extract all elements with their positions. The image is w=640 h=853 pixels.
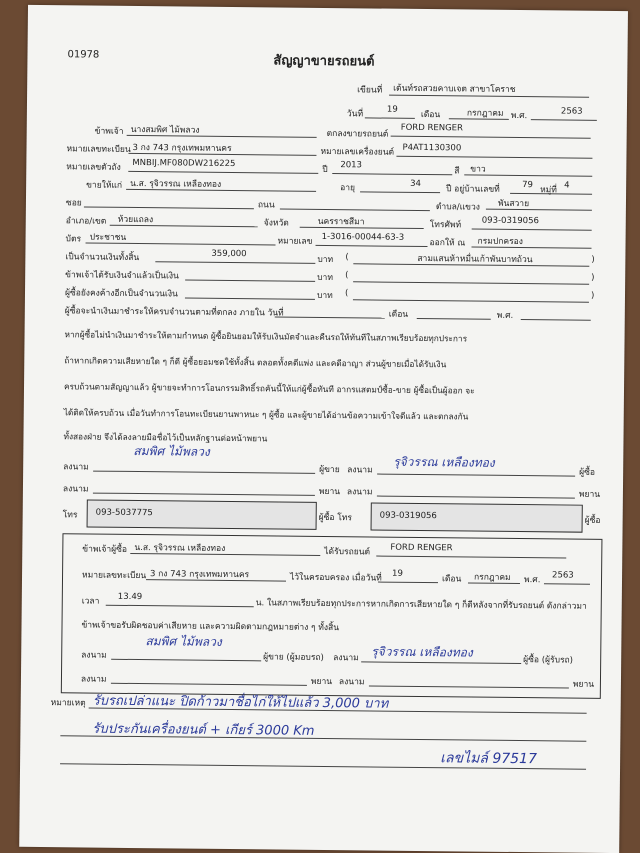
receipt-buyer-signature: รุจิวรรณ เหลืองทอง	[371, 644, 473, 660]
house-no-value: 79	[522, 180, 534, 191]
moo-label: หมู่ที่	[540, 185, 557, 196]
paid-label: ข้าพเจ้าได้รับเงินจำแล้วเป็นเงิน	[65, 270, 179, 282]
seller-guarantee-label: ผู้ขาย (ผู้มอบรถ)	[263, 652, 324, 663]
buyer-label: ผู้ซื้อ	[584, 515, 601, 526]
remark-line-2: รับประกันเครื่องยนต์ + เกียร์ 3000 Km	[92, 721, 315, 739]
written-at-label: เขียนที่	[357, 85, 383, 96]
date-label: วันที่	[346, 109, 364, 120]
total-baht: บาท	[317, 254, 334, 266]
engine-value: P4AT1130300	[402, 142, 462, 154]
seller-signature: สมพิศ ไม้พลวง	[133, 443, 210, 459]
reg-value: 3 กง 743 กรุงเทพมหานคร	[132, 142, 232, 154]
district-label: อำเภอ/เขต	[65, 216, 107, 227]
buyer-receiver-label: ผู้ซื้อ (ผู้รับรถ)	[523, 655, 574, 666]
seller-phone: 093-5037775	[95, 507, 153, 519]
paid-baht: บาท	[317, 272, 334, 284]
chassis-value: MNBIJ.MF080DW216225	[132, 157, 236, 170]
written-at-value: เต้นท์รถสวยคาบเจต สาขาโคราช	[393, 83, 516, 95]
due-year-label: พ.ศ.	[496, 310, 514, 321]
phone-label: โทร	[62, 510, 78, 521]
owner-value: นางสมพิศ ไม้พลวง	[130, 124, 200, 136]
possession-year: 2563	[552, 570, 574, 581]
brand-value: FORD RENGER	[400, 122, 464, 134]
road-label: ถนน	[257, 200, 275, 211]
sign-label: ลงนาม	[338, 677, 365, 688]
phone-value: 093-0319056	[481, 215, 539, 227]
remark-label: หมายเหตุ	[50, 698, 86, 709]
buyer-phone: 093-0319056	[379, 510, 437, 522]
card-no-value: 1-3016-00044-63-3	[321, 231, 405, 243]
buyer-phone-label: ผู้ซื้อ โทร	[318, 512, 353, 524]
due-month-label: เดือน	[388, 309, 409, 320]
subdistrict-label: ตำบล/แขวง	[435, 202, 480, 213]
liability-text: ข้าพเจ้าขอรับผิดชอบค่าเสียหาย และความผิดตามกฎหมายต่าง ๆ ทั้งสิ้น	[81, 620, 340, 634]
sign-label: ลงนาม	[80, 674, 107, 685]
card-no-label: หมายเลข	[277, 236, 313, 247]
page-title: สัญญาขายรถยนต์	[273, 53, 375, 70]
possession-day: 19	[392, 568, 403, 579]
got-car-value: FORD RENGER	[390, 542, 453, 554]
terms-line: ครบถ้วนตามสัญญาแล้ว ผู้ขายจะทำการโอนกรรมสิทธิ์รถคันนี้ให้แก่ผู้ซื้อทันที อากรแสตมป์ซื้อ-ขาย ผู้ซื้อเป็นผู้ออก จะ	[63, 381, 475, 396]
remain-baht: บาท	[316, 290, 333, 302]
possession-month-label: เดือน	[441, 574, 462, 585]
month-value: กรกฎาคม	[466, 108, 504, 119]
soi-label: ซอย	[65, 198, 82, 209]
document-number: 01978	[67, 49, 100, 61]
issued-value: กรมปกครอง	[477, 236, 523, 248]
issued-label: ออกให้ ณ	[429, 238, 466, 249]
sell-to-value: น.ส. รุจิวรรณ เหลืองทอง	[130, 178, 222, 190]
car-year-label: ปี	[322, 164, 328, 176]
sell-to-label: ขายให้แก่	[86, 180, 123, 191]
moo-value: 4	[564, 180, 570, 191]
address-label: ปี อยู่บ้านเลขที่	[446, 184, 500, 195]
sign-label: ลงนาม	[347, 465, 373, 476]
terms-line: หากผู้ซื้อไม่นำเงินมาชำระให้ตามกำหนด ผู้ซื้อยินยอมให้รับเงินมัดจำและคืนรถให้ทันทีในสภาพเรียบร้อยทุกประการ	[64, 329, 468, 344]
time-label: เวลา	[81, 596, 100, 607]
province-label: จังหวัด	[263, 218, 289, 229]
sign-label: ลงนาม	[81, 650, 107, 661]
color-value: ขาว	[470, 164, 486, 175]
seller-label: ผู้ขาย	[319, 464, 340, 476]
due-label: ผู้ซื้อจะนำเงินมาชำระให้ครบจำนวนตามที่ตกลง ภายใน วันที่	[64, 306, 284, 319]
chassis-label: หมายเลขตัวถัง	[66, 162, 121, 173]
contract-paper: 01978 สัญญาขายรถยนต์ เขียนที่ เต้นท์รถสวยคาบเจต สาขาโคราช วันที่ 19 เดือน กรกฎาคม พ.ศ. 2563 ข้าพเจ้า นางสมพิศ ไม้พลวง ตกลงขายรถยนต์ FORD RENGER หมายเลขทะเบียน 3 กง 743 กรุงเทพมหานคร หมายเลขเครื่องยนต์ P4AT1130300 หมายเลขตัวถัง MNBIJ.MF080DW216225 ปี 2013 สี ขาว ขายให้แก่ น.ส. รุจิวรรณ เหลืองทอง อายุ 34 ปี อยู่บ้านเลขที่ 79 หมู่ที่ 4 ซอย ถนน ตำบล/แขวง พันสวาย อำเภอ/เขต ห้วยแถลง จังหวัด นครราชสีมา โทรศัพท์ 093-0319056 บัตร ประชาชน หมายเลข 1-3016-00044-63-3 ออกให้ ณ กรมปกครอง เป็นจำนวนเงินทั้งสิ้น 359,000 บาท ( สามแสนห้าหมื่นเก้าพันบาทถ้วน ) ข้าพเจ้าได้รับเงินจำแล้วเป็นเงิน บาท ( ) ผู้ซื้อยังคงค้างอีกเป็นจำนวนเงิน บาท ( ) ผู้ซื้อจะนำเงินมาชำระให้ครบจำนวนตามที่ตกลง ภายใน วันที่ เดือน พ.ศ. หากผู้ซื้อไม่นำเงินมาชำระให้ตามกำหนด ผู้ซื้อยินยอมให้รับเงินมัดจำและคืนรถให้ทันทีในสภาพเรียบร้อยทุกประการ ถ้าหากเกิดความเสียหายใด ๆ ก็ดี ผู้ซื้อยอมชดใช้ทั้งสิ้น ตลอดทั้งคดีแพ่ง และคดีอาญา ส่วนผู้ขายเมื่อได้รับเงิน ครบถ้วนตามสัญญาแล้ว ผู้ขายจะทำการโอนกรรมสิทธิ์รถคันนี้ให้แก่ผู้ซื้อทันที อากรแสตมป์ซื้อ-ขาย ผู้ซื้อเป็นผู้ออก จะ ได้ติดให้ครบถ้วน เมื่อวันทำการโอนทะเบียนยานพาหนะ ๆ ผู้ซื้อ และผู้ขายได้อ่านข้อความเข้าใจดีแล้ว และตกลงกัน ทั้งสองฝ่าย จึงได้ลงลายมือชื่อไว้เป็นหลักฐานต่อหน้าพยาน สมพิศ ไม้พลวง ลงนาม ผู้ขาย ลงนาม รุจิวรรณ เหลืองทอง ผู้ซื้อ ลงนาม พยาน ลงนาม พยาน โทร 093-5037775 ผู้ซื้อ โทร 093-0319056 ผู้ซื้อ ข้าพเจ้าผู้ซื้อ น.ส. รุจิวรรณ เหลืองทอง ได้รับรถยนต์ FORD RENGER หมายเลขทะเบียน 3 กง 743 กรุงเทพมหานคร ไว้ในครอบครอง เมื่อวันที่ 19 เดือน กรกฎาคม พ.ศ. 2563 เวลา 13.49 น. ในสภาพเรียบร้อยทุกประการหากเกิดการเสียหายใด ๆ ก็ดีหลังจากที่รับรถยนต์ ดังกล่าวมา ข้าพเจ้าขอรับผิดชอบค่าเสียหาย และความผิดตามกฎหมายต่าง ๆ ทั้งสิ้น สมพิศ ไม้พลวง ลงนาม ผู้ขาย (ผู้มอบรถ) ลงนาม รุจิวรรณ เหลืองทอง ผู้ซื้อ (ผู้รับรถ) ลงนาม พยาน ลงนาม พยาน หมายเหตุ รับรถเปล่าแนะ ปิดก้าวมาชื่อไก่ให้ไปแล้ว 3,000 บาท รับประกันเครื่องยนต์ + เกียร์ 3000 Km เลขไมล์ 97517	[19, 5, 628, 853]
terms-line: ได้ติดให้ครบถ้วน เมื่อวันทำการโอนทะเบียนยานพาหนะ ๆ ผู้ซื้อ และผู้ขายได้อ่านข้อความเข้าใจดีแล้ว และตกลงกัน	[63, 407, 469, 422]
total-label: เป็นจำนวนเงินทั้งสิ้น	[65, 252, 140, 264]
possession-year-label: พ.ศ.	[523, 575, 541, 586]
total-value: 359,000	[211, 248, 247, 260]
receipt-seller-signature: สมพิศ ไม้พลวง	[145, 634, 222, 649]
got-car-label: ได้รับรถยนต์	[324, 546, 371, 558]
receiver-value: น.ส. รุจิวรรณ เหลืองทอง	[134, 543, 226, 554]
sign-label: ลงนาม	[62, 484, 89, 495]
month-label: เดือน	[420, 109, 441, 121]
date-day: 19	[386, 104, 398, 115]
card-value: ประชาชน	[89, 232, 127, 243]
phone-label: โทรศัพท์	[429, 220, 462, 231]
remark-line-1: รับรถเปล่าแนะ ปิดก้าวมาชื่อไก่ให้ไปแล้ว 3,000 บาท	[92, 693, 389, 712]
terms-line: ถ้าหากเกิดความเสียหายใด ๆ ก็ดี ผู้ซื้อยอมชดใช้ทั้งสิ้น ตลอดทั้งคดีแพ่ง และคดีอาญา ส่วนผู้ขายเมื่อได้รับเงิน	[64, 355, 447, 370]
possession-month: กรกฎาคม	[473, 572, 511, 583]
receipt-reg-label: หมายเลขทะเบียน	[81, 570, 147, 582]
age-value: 34	[410, 178, 422, 189]
remain-label: ผู้ซื้อยังคงค้างอีกเป็นจำนวนเงิน	[64, 288, 178, 300]
receiver-label: ข้าพเจ้าผู้ซื้อ	[82, 544, 128, 555]
year-label: พ.ศ.	[510, 110, 528, 122]
time-value: 13.49	[117, 591, 143, 603]
color-label: สี	[454, 166, 460, 177]
sign-label: ลงนาม	[333, 653, 359, 664]
total-words: สามแสนห้าหมื่นเก้าพันบาทถ้วน	[417, 253, 533, 266]
buyer-phone-box	[371, 502, 583, 532]
witness-label: พยาน	[310, 676, 333, 688]
year-value: 2563	[560, 106, 583, 117]
sign-label: ลงนาม	[346, 487, 373, 498]
seller-phone-box	[87, 500, 317, 530]
mileage-note: เลขไมล์ 97517	[440, 750, 538, 768]
possession-label: ไว้ในครอบครอง เมื่อวันที่	[289, 572, 382, 584]
reg-label: หมายเลขทะเบียน	[66, 144, 131, 155]
terms-line: ทั้งสองฝ่าย จึงได้ลงลายมือชื่อไว้เป็นหลักฐานต่อหน้าพยาน	[63, 431, 268, 444]
card-label: บัตร	[65, 234, 82, 245]
condition-text: น. ในสภาพเรียบร้อยทุกประการหากเกิดการเสียหายใด ๆ ก็ดีหลังจากที่รับรถยนต์ ดังกล่าวมา	[255, 598, 587, 612]
buyer-signature: รุจิวรรณ เหลืองทอง	[393, 454, 495, 470]
witness-label: พยาน	[572, 679, 595, 690]
engine-label: หมายเลขเครื่องยนต์	[320, 146, 395, 158]
sign-label: ลงนาม	[63, 462, 89, 473]
owner-label: ข้าพเจ้า	[94, 126, 124, 137]
province-value: นครราชสีมา	[317, 216, 365, 228]
receipt-reg-value: 3 กง 743 กรุงเทพมหานคร	[150, 569, 250, 581]
car-year-value: 2013	[340, 160, 363, 171]
witness-label: พยาน	[578, 489, 601, 500]
witness-label: พยาน	[318, 486, 341, 498]
age-label: อายุ	[340, 183, 356, 194]
subdistrict-value: พันสวาย	[497, 198, 530, 210]
district-value: ห้วยแถลง	[117, 214, 154, 226]
agree-sell-label: ตกลงขายรถยนต์	[326, 128, 389, 140]
buyer-label: ผู้ซื้อ	[579, 467, 596, 478]
